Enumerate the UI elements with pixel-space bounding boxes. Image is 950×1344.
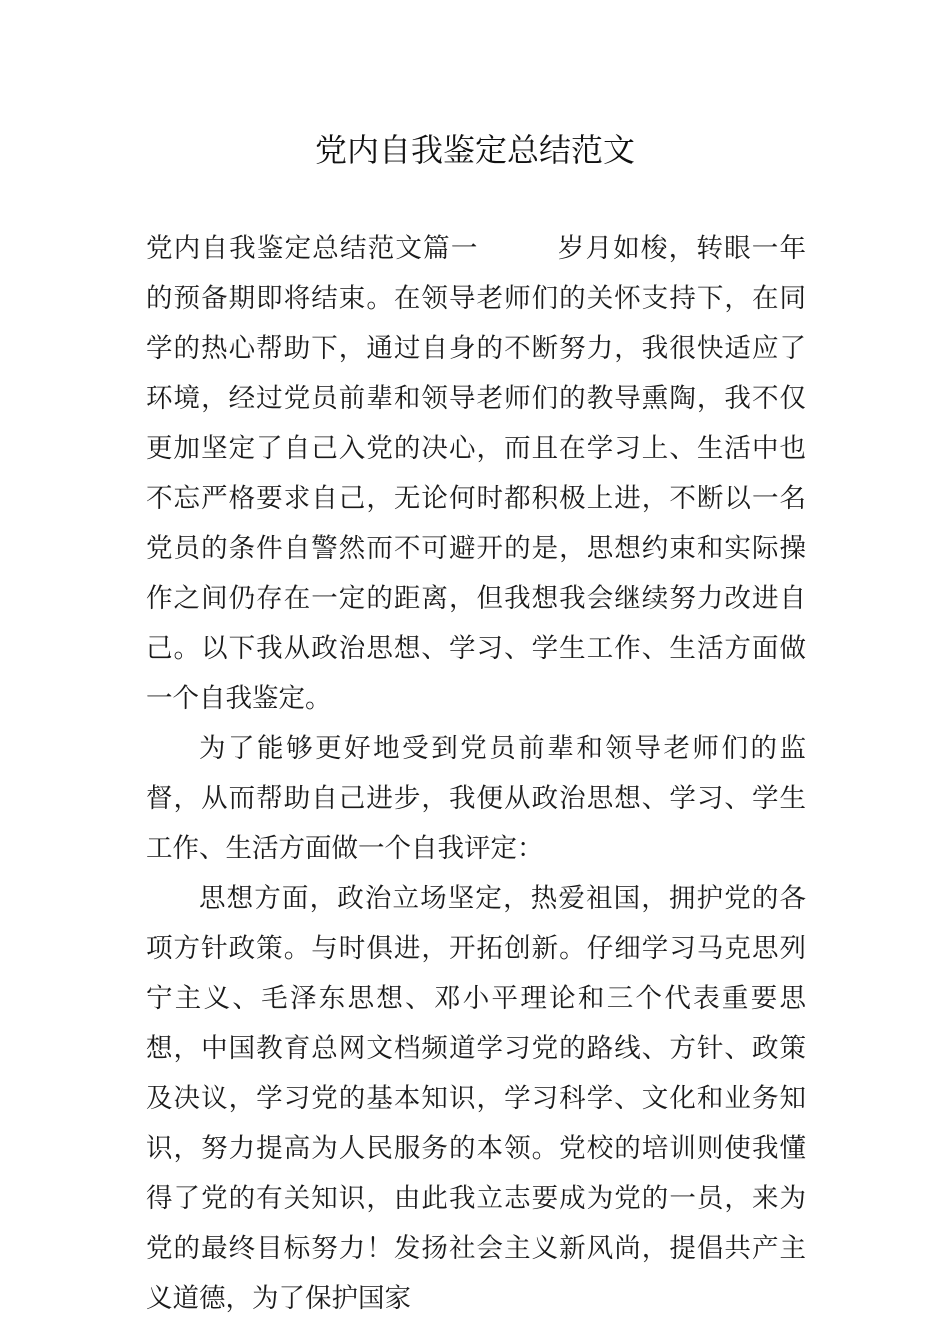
document-title: 党内自我鉴定总结范文 (314, 131, 635, 169)
paragraph-1 (146, 224, 806, 724)
paragraph-2: 为了能够更好地受到党员前辈和领导老师们的监督，从而帮助自己进步，我便从政治思想、学习、学生工作、生活方面做一个自我评定： (146, 733, 806, 864)
document-body (146, 224, 806, 1324)
paragraph-3: 思想方面，政治立场坚定，热爱祖国，拥护党的各项方针政策。与时俱进，开拓创新。仔细学习马克思列宁主义、毛泽东思想、邓小平理论和三个代表重要思想，中国教育总网文档频道学习党的路线、方针、政策及决议，学习党的基本知识，学习科学、文化和业务知识，努力提高为人民服务的本领。党校的培训则使我懂得了党的有关知识，由此我立志要成为党的一员，来为党的最终目标努力！发扬社会主义新风尚，提倡共产主义道德，为了保护国家 (146, 883, 806, 1314)
section-lead: 党内自我鉴定总结范文篇一 (146, 233, 479, 264)
paragraph-1-text: 岁月如梭，转眼一年的预备期即将结束。在领导老师们的关怀支持下，在同学的热心帮助下，通过自身的不断努力，我很快适应了环境，经过党员前辈和领导老师们的教导熏陶，我不仅更加坚定了自己入党的决心，而且在学习上、生活中也不忘严格要求自己，无论何时都积极上进，不断以一名党员的条件自警然而不可避开的是，思想约束和实际操作之间仍存在一定的距离，但我想我会继续努力改进自己。以下我从政治思想、学习、学生工作、生活方面做一个自我鉴定。 (146, 233, 807, 714)
